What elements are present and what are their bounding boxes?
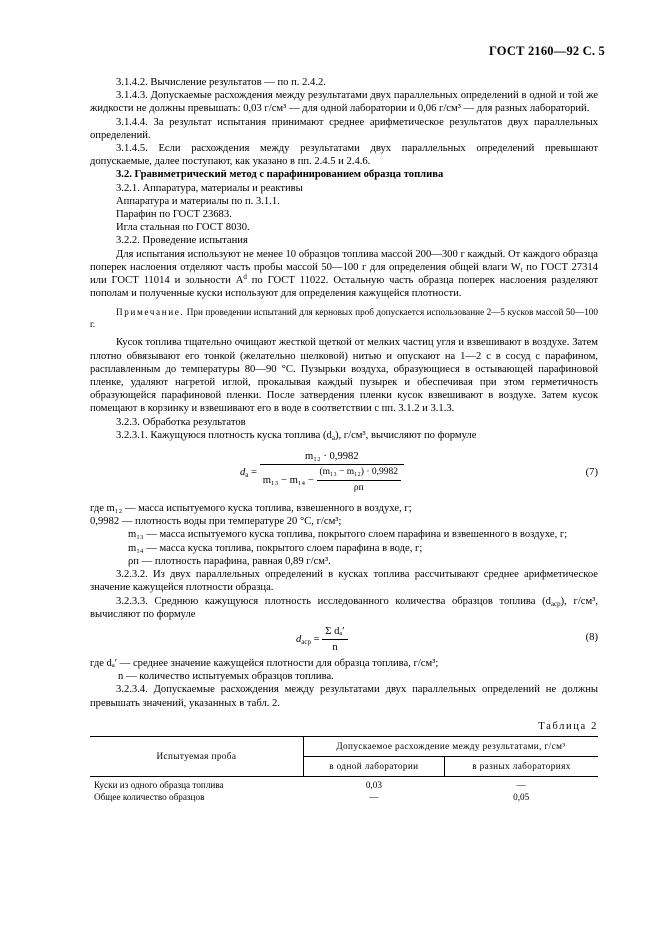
para-3-2-3-4: 3.2.3.4. Допускаемые расхождения между результатами двух параллельных определений не должны превышать значений, указанных в табл. 2. [90, 684, 598, 709]
para-paraffin: Парафин по ГОСТ 23683. [116, 209, 232, 221]
col-header-group: Допускаемое расхождение между результатами, г/см³ [303, 736, 598, 756]
para-3-1-4-2: 3.1.4.2. Вычисление результатов — по п. 2.4.2. [116, 77, 326, 88]
cell-sample: Куски из одного образца топлива [94, 780, 224, 791]
section-3-2-heading: 3.2. Гравиметрический метод с парафинированием образца топлива [116, 169, 444, 181]
para-equipment: Аппаратура и материалы по п. 3.1.1. [116, 195, 280, 207]
note-text: При проведении испытаний для керновых проб допускается использование 2—5 кусков массой 50—100 г. [90, 307, 598, 330]
where-rho: ρп — плотность парафина, равная 0,89 г/см³. [128, 555, 331, 567]
formula-7-numerator: m₁₂ · 0,9982 [260, 450, 404, 465]
para-test-procedure: Для испытания используют не менее 10 образцов топлива массой 200—300 г каждый. От каждого образца поперек наслоения отделяют часть пробы массой 50—100 г для определения общей влаги $W_t$ по ГОСТ 27314 или ГОСТ 11014 и зольности $A^d$ по ГОСТ 11022. Остальную часть образца поперек наслоения разделяют пополам и полученные куски используют для определения кажущейся плотности. [90, 248, 598, 300]
where-m12: где m₁₂ — масса испытуемого куска топлива, взвешенного в воздухе, г; [90, 503, 412, 515]
table-2 [90, 736, 598, 806]
para-coal-piece: Кусок топлива тщательно очищают жесткой щеткой от мелких частиц угля и взвешивают в воздухе. Затем плотно обвязывают его тонкой (желательно шелковой) нитью и опускают на 1—2 с в сосуд с парафином, расплавленным до температуры 80—90 °С. Пузырьки воздуха, образующиеся в остывающей парафиновой пленке, удаляют нагретой иглой, прокалывая каждый пузырек и обеспечивая при этом герметичность образующейся парафиновой пленки. После затвердения пленки кусок взвешивают в воздухе. Затем кусок помещают в корзинку и взвешивают его в воде в соответствии с пп. 3.1.2 и 3.1.3. [90, 337, 598, 415]
note [90, 306, 598, 330]
para-3-1-4-5: 3.1.4.5. Если расхождения между результатами двух параллельных определений превышают допускаемые, далее поступают, как указано в пп. 2.4.5 и 2.4.6. [90, 143, 598, 168]
formula-7-number: (7) [585, 467, 598, 479]
formula-8-denominator: n [332, 642, 338, 654]
cell-one-lab: — [369, 791, 379, 802]
para-3-1-4-4: 3.1.4.4. За результат испытания принимают среднее арифметическое результатов двух параллельных определений. [90, 116, 598, 141]
cell-sample: Общее количество образцов [94, 791, 205, 802]
document-body [90, 76, 598, 806]
para-needle: Игла стальная по ГОСТ 8030. [116, 222, 250, 234]
formula-8: $d_{acp}$ = $\frac{\text{Σ dₐ′}}{n}$ (8) [296, 625, 598, 654]
note-label: Примечание. [116, 307, 185, 318]
page-header: ГОСТ 2160—92 С. 5 [488, 44, 605, 58]
formula-8-numerator: Σ dₐ′ [322, 625, 347, 640]
table-caption: Таблица 2 [538, 720, 598, 732]
table-row [90, 792, 598, 807]
para-3-2-3-2: 3.2.3.2. Из двух параллельных определений в кусках топлива рассчитывают среднее арифметическое значение кажущейся плотности образца. [90, 569, 598, 594]
formula-7-denominator: m₁₃ − m₁₄ − $\frac{\text{(m₁₃ − m₁₂) · 0,9982}}{\rho п}$ [260, 465, 404, 495]
where-0998: 0,9982 — плотность воды при температуре 20 °С, г/см³; [90, 516, 342, 528]
where-m14: m₁₄ — масса куска топлива, покрытого слоем парафина в воде, г; [128, 542, 423, 554]
para-3-2-3: 3.2.3. Обработка результатов [116, 416, 246, 428]
para-3-2-2: 3.2.2. Проведение испытания [116, 235, 248, 247]
formula-8-number: (8) [585, 631, 598, 643]
cell-diff-labs: 0,05 [513, 791, 530, 802]
where-m13: m₁₃ — масса испытуемого куска топлива, покрытого слоем парафина и взвешенного в воздухе, г; [128, 529, 568, 541]
para-3-2-3-1: 3.2.3.1. Кажущуюся плотность куска топлива $(d_a)$, г/см³, вычисляют по формуле [116, 429, 477, 442]
para-3-2-3-3: 3.2.3.3. Среднюю кажущуюся плотность исследованного количества образцов топлива $(d_{acp})$, г/см³, вычисляют по формуле [90, 595, 599, 620]
para-3-1-4-3: 3.1.4.3. Допускаемые расхождения между результатами двух параллельных определений в одной и той же жидкости не должны превышать: 0,03 г/см³ — для одной лаборатории и 0,06 г/см³ — для разных лабораторий. [90, 90, 598, 115]
where-da: где dₐ′ — среднее значение кажущейся плотности для образца топлива, г/см³; [90, 657, 439, 669]
cell-diff-labs: — [516, 780, 526, 791]
formula-7: $d_a$ = m₁₂ · 0,9982 m₁₃ − m₁₄ − $\frac{\text{(m₁₃ − m₁₂) · 0,9982}}{\rho п}$ (7) [90, 448, 598, 498]
cell-one-lab: 0,03 [365, 780, 382, 791]
para-3-2-1: 3.2.1. Аппаратура, материалы и реактивы [116, 182, 303, 194]
col-header-one-lab: в одной лаборатории [303, 757, 444, 777]
col-header-diff-labs: в разных лабораториях [444, 757, 598, 777]
table-row [90, 777, 598, 792]
where-n: n — количество испытуемых образцов топлива. [118, 671, 334, 683]
col-header-sample: Испытуемая проба [90, 736, 303, 776]
